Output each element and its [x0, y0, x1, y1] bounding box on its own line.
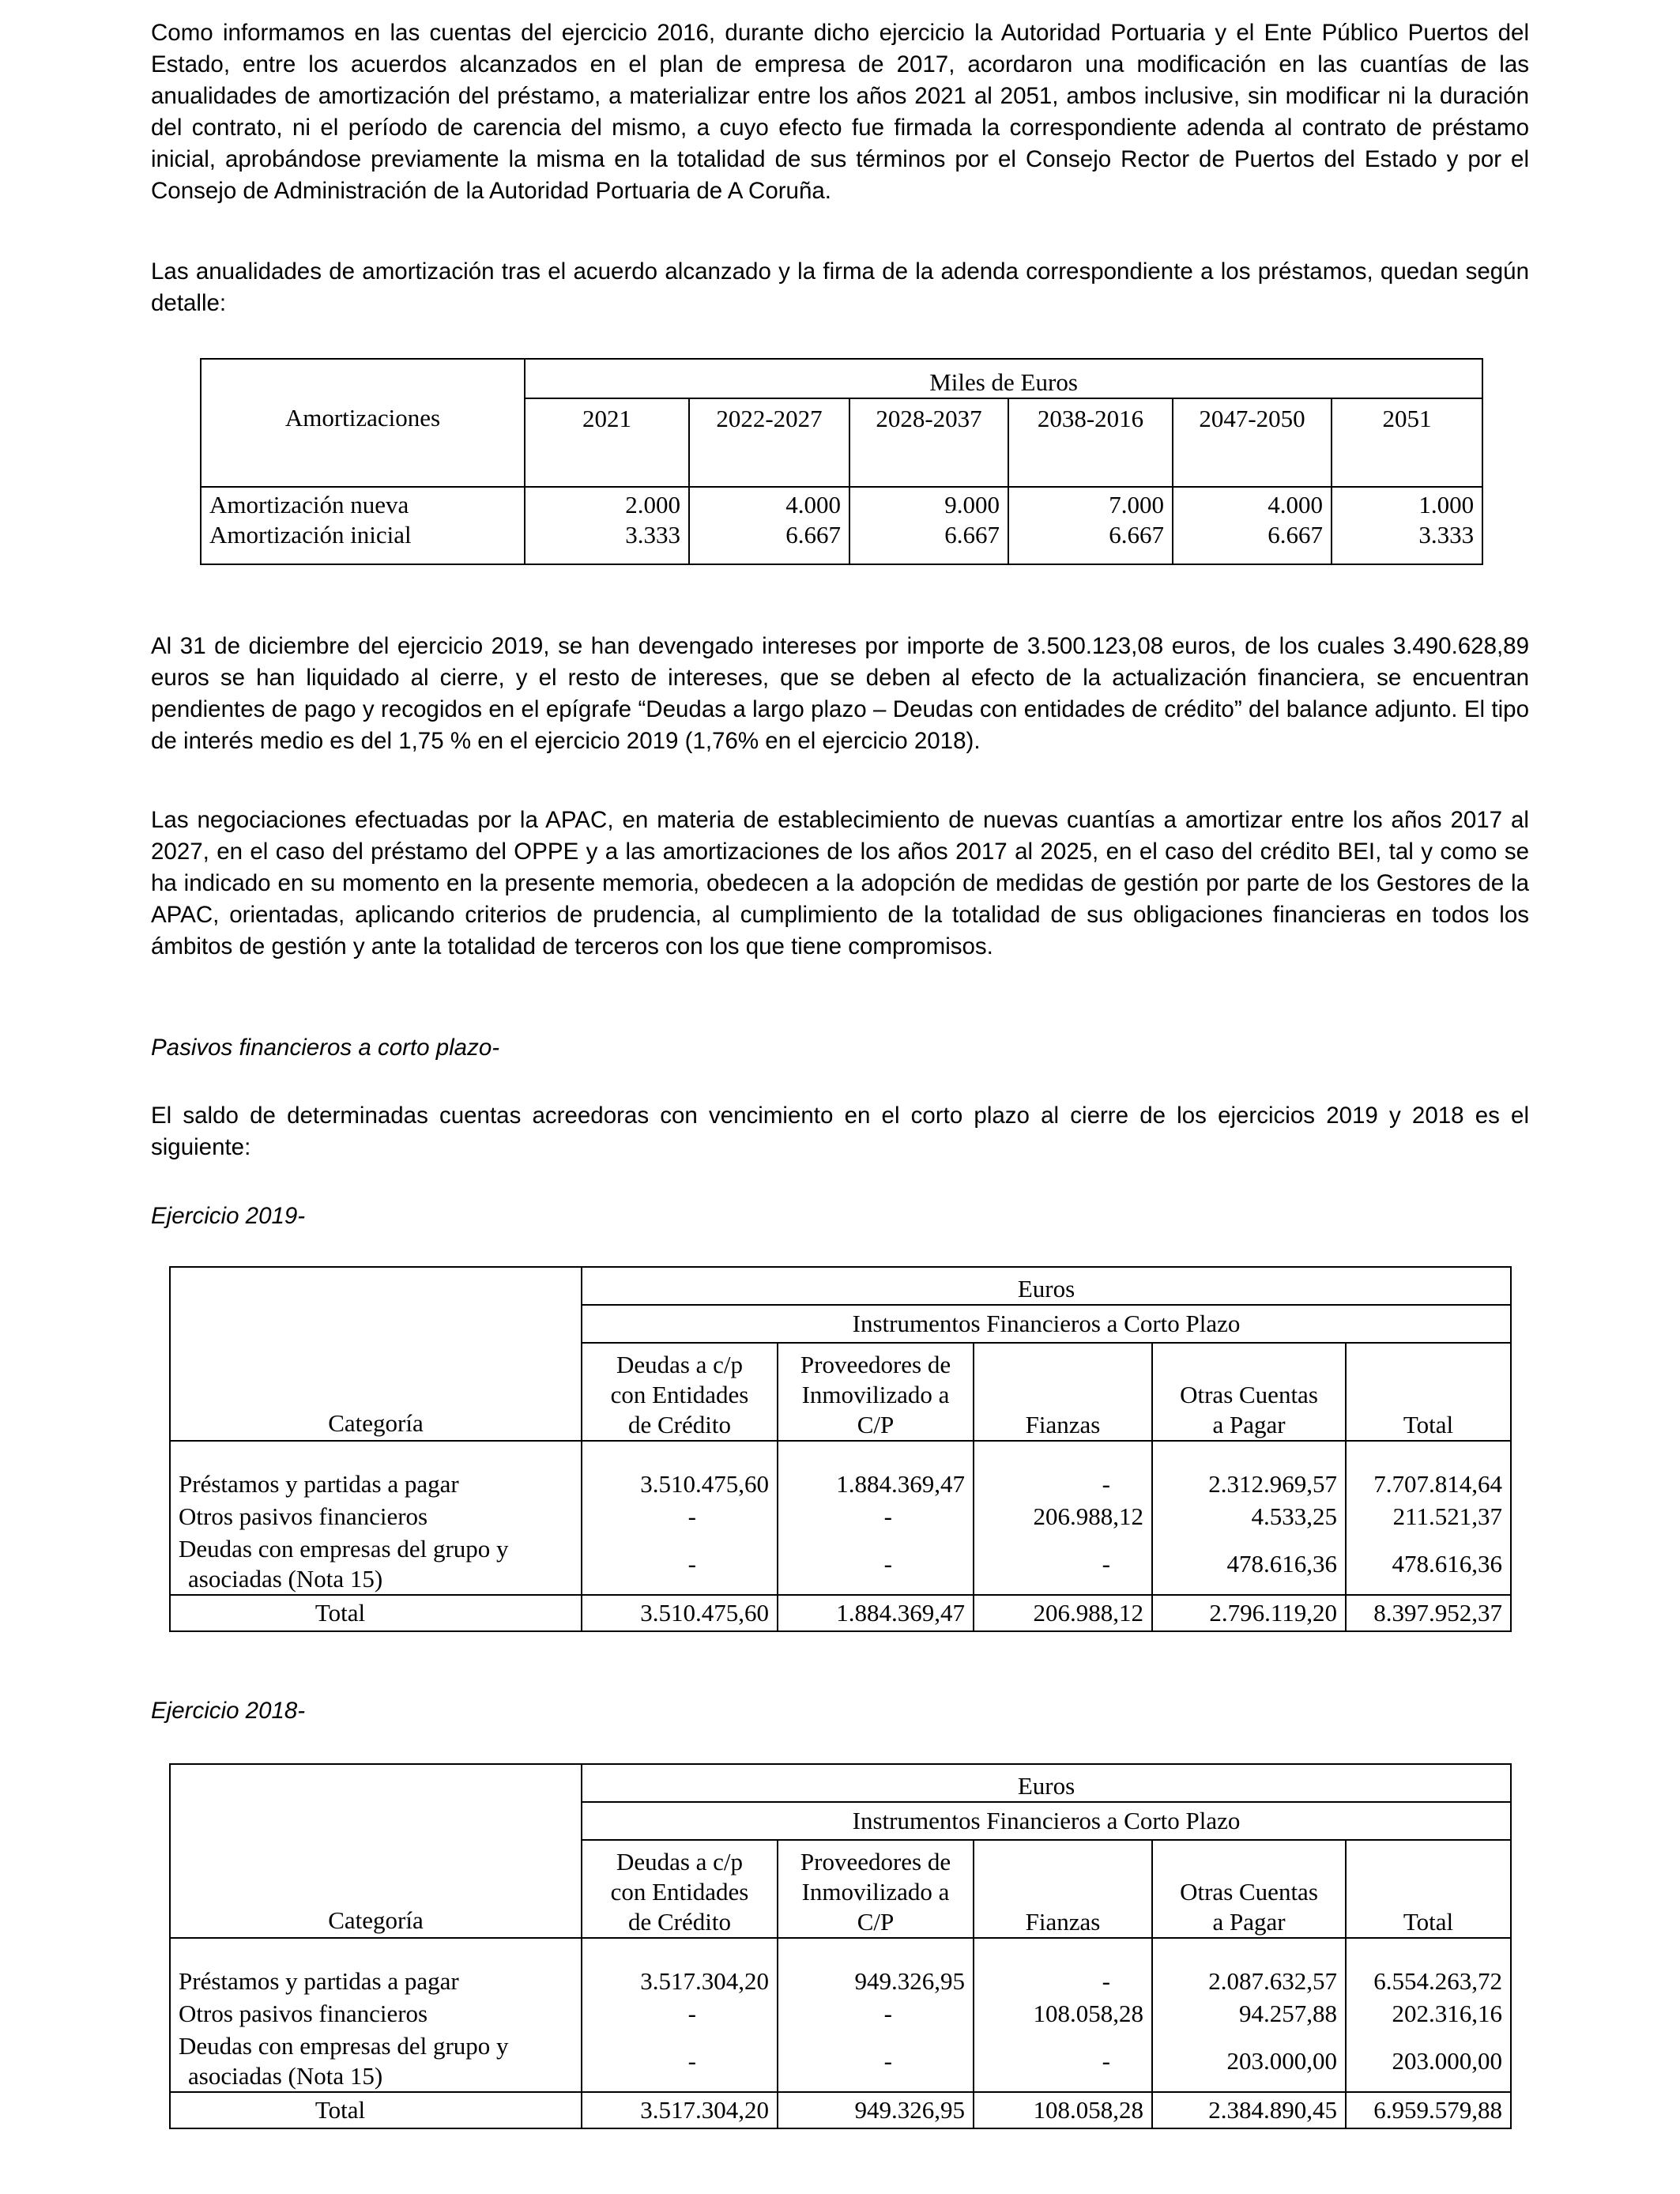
header-line: Otras Cuentas: [1180, 1381, 1318, 1408]
paragraph-interest: Al 31 de diciembre del ejercicio 2019, se han devengado intereses por importe de 3.500.123,08 euros, de los cuales 3.490.628,89 euros se han liquidado al cierre, y el resto de intereses, que se deben al efecto de la actualización financiera, se encuentran pendientes de pago y recogidos en el epígrafe “Deudas a largo plazo – Deudas con entidades de crédito” del balance adjunto. El tipo de interés medio es del 1,75 % en el ejercicio 2019 (1,76% en el ejercicio 2018).: [151, 633, 1529, 754]
table-cell: -: [778, 1499, 974, 1534]
row-label-prestamos: Préstamos y partidas a pagar: [170, 1441, 582, 1499]
amort-cell: 2.000: [525, 487, 689, 520]
table-cell: 94.257,88: [1152, 1996, 1346, 2031]
header-line: C/P: [857, 1411, 895, 1438]
amort-cell: 3.333: [525, 520, 689, 564]
header-line: a Pagar: [1212, 1908, 1286, 1936]
header-instrumentos: Instrumentos Financieros a Corto Plazo: [582, 1802, 1511, 1840]
table-cell: 3.517.304,20: [582, 1938, 778, 1996]
header-euros: Euros: [582, 1267, 1511, 1305]
table-cell: 211.521,37: [1346, 1499, 1511, 1534]
header-line: C/P: [857, 1908, 895, 1936]
header-line: con Entidades: [610, 1381, 749, 1408]
table-cell: -: [778, 1996, 974, 2031]
table-cell: 949.326,95: [778, 1938, 974, 1996]
table-cell: 203.000,00: [1152, 2031, 1346, 2092]
table-cell: 7.707.814,64: [1346, 1441, 1511, 1499]
header-line: Inmovilizado a: [801, 1381, 950, 1408]
table-cell: 4.533,25: [1152, 1499, 1346, 1534]
header-line: Proveedores de: [800, 1351, 951, 1378]
row-label-line: Deudas con empresas del grupo y: [179, 1535, 509, 1563]
amort-cell: 1.000: [1332, 487, 1482, 520]
amort-cell: 4.000: [1173, 487, 1332, 520]
table-cell: 108.058,28: [974, 1996, 1152, 2031]
table-cell: -: [582, 1499, 778, 1534]
total-cell: 2.796.119,20: [1152, 1595, 1346, 1631]
amort-col-header: 2038-2016: [1008, 398, 1173, 487]
table-cell: 202.316,16: [1346, 1996, 1511, 2031]
table-cell: -: [974, 1441, 1152, 1499]
amort-cell: 4.000: [689, 487, 849, 520]
total-cell: 108.058,28: [974, 2092, 1152, 2128]
row-label-otros-pasivos: Otros pasivos financieros: [170, 1996, 582, 2031]
header-line: con Entidades: [610, 1878, 749, 1906]
heading-pasivos-corto-plazo: Pasivos financieros a corto plazo-: [151, 1035, 500, 1061]
total-cell: 2.384.890,45: [1152, 2092, 1346, 2128]
amort-col-header: 2022-2027: [689, 398, 849, 487]
amort-col-header: 2047-2050: [1173, 398, 1332, 487]
header-euros: Euros: [582, 1764, 1511, 1802]
amort-col-header: 2051: [1332, 398, 1482, 487]
table-cell: 206.988,12: [974, 1499, 1152, 1534]
heading-ejercicio-2019: Ejercicio 2019-: [151, 1203, 306, 1229]
amort-cell: 6.667: [1173, 520, 1332, 564]
row-label-total: Total: [170, 1595, 582, 1631]
amort-cell: 3.333: [1332, 520, 1482, 564]
total-cell: 3.517.304,20: [582, 2092, 778, 2128]
table-cell: 203.000,00: [1346, 2031, 1511, 2092]
header-line: Inmovilizado a: [801, 1878, 950, 1906]
table-cell: -: [582, 1996, 778, 2031]
col-header-total: Total: [1346, 1343, 1511, 1441]
row-label-otros-pasivos: Otros pasivos financieros: [170, 1499, 582, 1534]
table-cell: 1.884.369,47: [778, 1441, 974, 1499]
col-header-total: Total: [1346, 1840, 1511, 1938]
total-cell: 1.884.369,47: [778, 1595, 974, 1631]
row-label-total: Total: [170, 2092, 582, 2128]
paragraph-saldo-intro: El saldo de determinadas cuentas acreedoras con vencimiento en el corto plazo al cierre de los ejercicios 2019 y 2018 es el siguiente:: [151, 1103, 1529, 1160]
amort-group-header: Miles de Euros: [525, 359, 1482, 398]
header-line: a Pagar: [1212, 1411, 1286, 1438]
table-cell: 478.616,36: [1152, 1534, 1346, 1595]
amort-col-header: 2021: [525, 398, 689, 487]
table-cell: -: [974, 1534, 1152, 1595]
amort-cell: 9.000: [849, 487, 1008, 520]
row-label-line: asociadas (Nota 15): [188, 2062, 383, 2090]
header-line: Deudas a c/p: [616, 1351, 744, 1378]
col-header-fianzas: Fianzas: [974, 1343, 1152, 1441]
header-line: Otras Cuentas: [1180, 1878, 1318, 1906]
amort-row-header: Amortizaciones: [201, 398, 525, 487]
header-line: Proveedores de: [800, 1848, 951, 1875]
amort-cell: 6.667: [1008, 520, 1173, 564]
paragraph-amortization-agreement: Como informamos en las cuentas del ejercicio 2016, durante dicho ejercicio la Autoridad Portuaria y el Ente Público Puertos del Estado, entre los acuerdos alcanzados en el plan de empresa de 2017, acordaron una modificación en las cuantías de las anualidades de amortización del préstamo, a materializar entre los años 2021 al 2051, ambos inclusive, sin modificar ni la duración del contrato, ni el período de carencia del mismo, a cuyo efecto fue firmada la correspondiente adenda al contrato de préstamo inicial, aprobándose previamente la misma en la totalidad de sus términos por el Consejo Rector de Puertos del Estado y por el Consejo de Administración de la Autoridad Portuaria de A Coruña.: [151, 20, 1529, 204]
amort-col-header: 2028-2037: [849, 398, 1008, 487]
paragraph-annuities-intro: Las anualidades de amortización tras el acuerdo alcanzado y la firma de la adenda correspondiente a los préstamos, quedan según detalle:: [151, 258, 1529, 316]
table-cell: -: [974, 2031, 1152, 2092]
total-cell: 949.326,95: [778, 2092, 974, 2128]
table-cell: 478.616,36: [1346, 1534, 1511, 1595]
table-ejercicio-2019: [169, 1266, 1512, 1632]
table-cell: 2.087.632,57: [1152, 1938, 1346, 1996]
col-header-deudas-cp: [582, 1343, 778, 1441]
col-header-fianzas: Fianzas: [974, 1840, 1152, 1938]
table-cell: 6.554.263,72: [1346, 1938, 1511, 1996]
amortization-table: [200, 358, 1483, 565]
table-ejercicio-2018: [169, 1763, 1512, 2129]
header-line: Deudas a c/p: [616, 1848, 744, 1875]
row-label-line: Deudas con empresas del grupo y: [179, 2032, 509, 2060]
col-header-otras-cuentas: [1152, 1343, 1346, 1441]
row-label-prestamos: Préstamos y partidas a pagar: [170, 1938, 582, 1996]
table-cell: -: [778, 2031, 974, 2092]
amort-cell: 6.667: [689, 520, 849, 564]
total-cell: 6.959.579,88: [1346, 2092, 1511, 2128]
table-cell: -: [974, 1938, 1152, 1996]
col-header-deudas-cp: [582, 1840, 778, 1938]
table-cell: -: [582, 2031, 778, 2092]
col-header-proveedores: [778, 1343, 974, 1441]
amort-row-label: Amortización nueva: [201, 487, 525, 520]
total-cell: 206.988,12: [974, 1595, 1152, 1631]
col-header-category: Categoría: [170, 1267, 582, 1441]
row-label-line: asociadas (Nota 15): [188, 1565, 383, 1593]
paragraph-negotiations: Las negociaciones efectuadas por la APAC, en materia de establecimiento de nuevas cuantías a amortizar entre los años 2017 al 2027, en el caso del préstamo del OPPE y a las amortizaciones de los años 2017 al 2025, en el caso del crédito BEI, tal y como se ha indicado en su momento en la presente memoria, obedecen a la adopción de medidas de gestión por parte de los Gestores de la APAC, orientadas, aplicando criterios de prudencia, al cumplimiento de la totalidad de sus obligaciones financieras en todos los ámbitos de gestión y ante la totalidad de terceros con los que tiene compromisos.: [151, 807, 1529, 959]
table-cell: 2.312.969,57: [1152, 1441, 1346, 1499]
col-header-category: Categoría: [170, 1764, 582, 1938]
amort-header-spacer: [201, 359, 525, 398]
table-cell: -: [582, 1534, 778, 1595]
col-header-proveedores: [778, 1840, 974, 1938]
col-header-otras-cuentas: [1152, 1840, 1346, 1938]
header-line: de Crédito: [628, 1411, 731, 1438]
heading-ejercicio-2018: Ejercicio 2018-: [151, 1698, 306, 1724]
total-cell: 8.397.952,37: [1346, 1595, 1511, 1631]
row-label-deudas-grupo: [170, 2031, 582, 2092]
amort-cell: 6.667: [849, 520, 1008, 564]
header-instrumentos: Instrumentos Financieros a Corto Plazo: [582, 1305, 1511, 1343]
amort-cell: 7.000: [1008, 487, 1173, 520]
table-cell: 3.510.475,60: [582, 1441, 778, 1499]
header-line: de Crédito: [628, 1908, 731, 1936]
table-cell: -: [778, 1534, 974, 1595]
amort-row-label: Amortización inicial: [201, 520, 525, 564]
total-cell: 3.510.475,60: [582, 1595, 778, 1631]
row-label-deudas-grupo: [170, 1534, 582, 1595]
